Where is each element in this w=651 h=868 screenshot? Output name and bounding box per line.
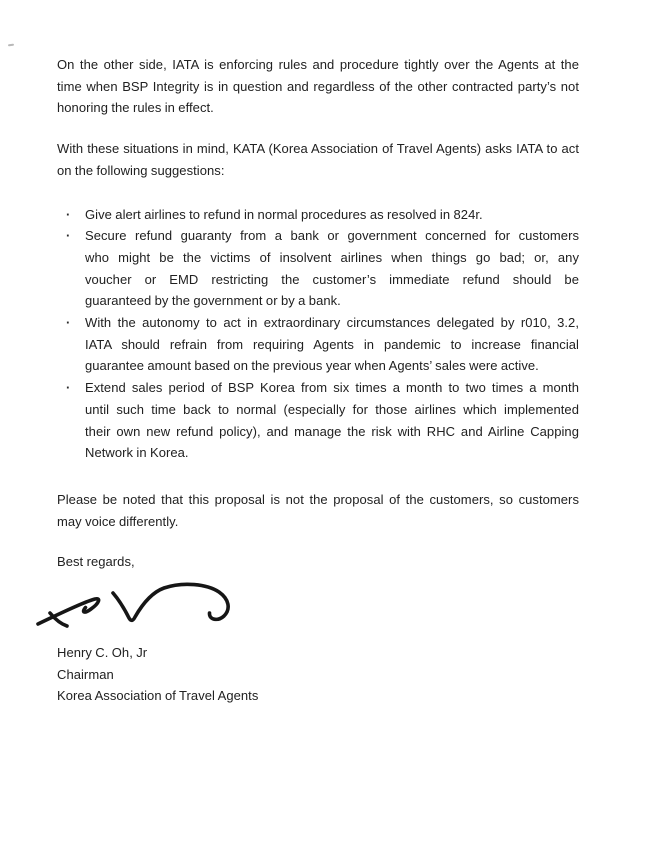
text-line: guarantee amount based on the previous year when Agents’ sales were active. [85, 358, 539, 374]
bullet-icon: · [66, 315, 71, 331]
signature-scribble [35, 580, 240, 638]
paragraph-iata-enforcing [57, 54, 579, 119]
list-item-refund-guaranty [57, 225, 579, 312]
text-line: their own new refund policy), and manage the risk with RHC and Airline Capping [85, 423, 579, 439]
paragraph-kata-asks [57, 138, 579, 181]
list-item-financial-guarantee [57, 312, 579, 377]
text-line: honoring the rules in effect. [57, 100, 214, 116]
paragraph-closing-note [57, 489, 579, 532]
signer-organization: Korea Association of Travel Agents [57, 688, 259, 704]
list-item-refund-alert [57, 204, 579, 226]
text-line: With the autonomy to act in extraordinary circumstances delegated by r010, 3.2, [85, 315, 579, 331]
text-line: Extend sales period of BSP Korea from six times a month to two times a month [85, 380, 579, 396]
letter-body [57, 54, 579, 707]
text-line: voucher or EMD restricting the customer’s immediate refund should be [85, 271, 579, 287]
bullet-icon: · [66, 228, 71, 244]
text-line: Secure refund guaranty from a bank or government concerned for customers [85, 228, 579, 244]
signer-name: Henry C. Oh, Jr [57, 645, 148, 661]
text-line: On the other side, IATA is enforcing rules and procedure tightly over the Agents at the [57, 57, 579, 72]
text-line: may voice differently. [57, 513, 179, 529]
bullet-icon: · [66, 206, 71, 222]
text-line: Network in Korea. [85, 445, 189, 461]
list-item-sales-period [57, 377, 579, 464]
text-line: IATA should refrain from requiring Agents in pandemic to increase financial [85, 336, 579, 352]
signature-scribble-svg [35, 580, 240, 638]
text-line: Give alert airlines to refund in normal procedures as resolved in 824r. [85, 206, 483, 222]
text-line: time when BSP Integrity is in question and regardless of the other contracted party’s not [57, 78, 579, 94]
signer-title: Chairman [57, 666, 114, 682]
text-line: guaranteed by the government or by a bank. [85, 293, 341, 309]
text-line: With these situations in mind, KATA (Korea Association of Travel Agents) asks IATA to act [57, 141, 579, 157]
signature-block [57, 642, 579, 707]
suggestion-list [57, 204, 579, 464]
text-line: on the following suggestions: [57, 162, 225, 178]
text-line: who might be the victims of insolvent airlines when things go bad; or, any [85, 249, 579, 265]
bullet-icon: · [66, 380, 71, 396]
text-line: until such time back to normal (especially for those airlines which implemented [85, 401, 579, 417]
scan-speck-mark [8, 44, 14, 47]
valediction: Best regards, [57, 554, 135, 570]
text-line: Please be noted that this proposal is not the proposal of the customers, so customers [57, 491, 579, 507]
